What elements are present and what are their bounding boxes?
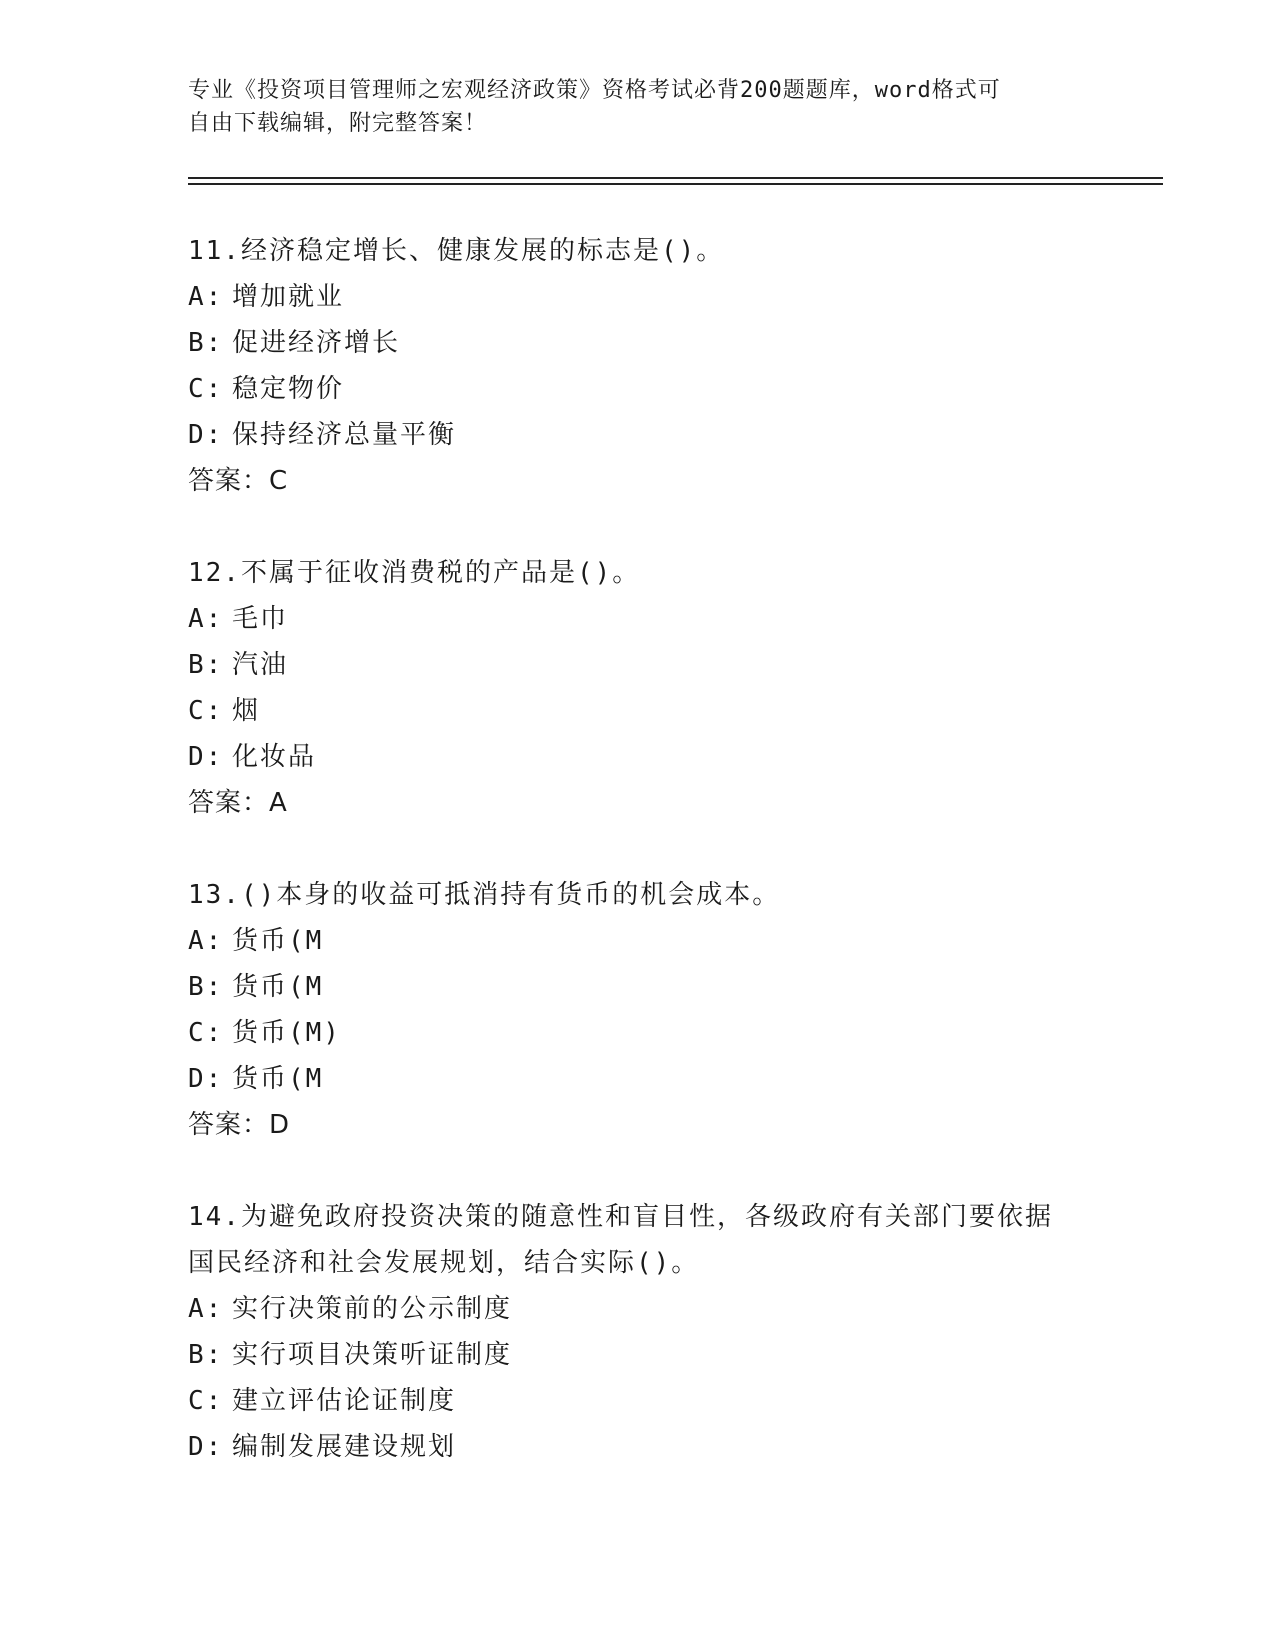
option-letter: C:: [188, 1386, 224, 1416]
option-d: [188, 1056, 1088, 1102]
option-letter: B:: [188, 650, 224, 680]
question-stem: 12.不属于征收消费税的产品是()。: [188, 558, 641, 588]
option-letter: A:: [188, 604, 224, 634]
option-text: 烟: [232, 696, 261, 726]
question-11: [188, 228, 1088, 504]
option-text: 化妆品: [232, 742, 317, 772]
option-b: [188, 642, 1088, 688]
option-letter: B:: [188, 1340, 224, 1370]
option-a: [188, 596, 1088, 642]
option-c: [188, 1378, 1088, 1424]
option-text: 货币(M): [232, 1018, 341, 1048]
option-text: 货币(M: [232, 972, 324, 1002]
header-divider-top: [188, 177, 1163, 179]
option-text: 编制发展建设规划: [232, 1432, 457, 1462]
question-stem-line-1: 14.为避免政府投资决策的随意性和盲目性，各级政府有关部门要依据: [188, 1202, 1053, 1232]
document-header: [188, 74, 1068, 140]
option-text: 实行决策前的公示制度: [232, 1294, 513, 1324]
question-stem: 13.()本身的收益可抵消持有货币的机会成本。: [188, 880, 781, 910]
option-d: [188, 1424, 1088, 1470]
option-text: 汽油: [232, 650, 289, 680]
option-b: [188, 1332, 1088, 1378]
option-text: 稳定物价: [232, 374, 345, 404]
header-line-2: 自由下载编辑，附完整答案！: [188, 111, 488, 136]
option-text: 货币(M: [232, 1064, 324, 1094]
question-14: [188, 1194, 1088, 1470]
option-a: [188, 1286, 1088, 1332]
option-letter: A:: [188, 282, 224, 312]
option-letter: B:: [188, 972, 224, 1002]
option-text: 货币(M: [232, 926, 324, 956]
option-text: 实行项目决策听证制度: [232, 1340, 513, 1370]
option-letter: B:: [188, 328, 224, 358]
option-text: 促进经济增长: [232, 328, 401, 358]
option-letter: A:: [188, 1294, 224, 1324]
option-letter: C:: [188, 374, 224, 404]
option-letter: C:: [188, 696, 224, 726]
question-stem-line-2: 国民经济和社会发展规划，结合实际()。: [188, 1248, 700, 1278]
option-b: [188, 320, 1088, 366]
option-text: 增加就业: [232, 282, 345, 312]
option-d: [188, 734, 1088, 780]
option-letter: D:: [188, 1064, 224, 1094]
option-d: [188, 412, 1088, 458]
option-c: [188, 366, 1088, 412]
option-text: 毛巾: [232, 604, 289, 634]
question-13: [188, 872, 1088, 1148]
option-c: [188, 688, 1088, 734]
option-letter: D:: [188, 1432, 224, 1462]
question-stem: 11.经济稳定增长、健康发展的标志是()。: [188, 236, 725, 266]
answer-line: 答案：A: [188, 788, 288, 818]
option-text: 保持经济总量平衡: [232, 420, 457, 450]
answer-line: 答案：C: [188, 466, 289, 496]
option-letter: A:: [188, 926, 224, 956]
option-letter: D:: [188, 742, 224, 772]
question-12: [188, 550, 1088, 826]
option-a: [188, 918, 1088, 964]
option-a: [188, 274, 1088, 320]
header-line-1: 专业《投资项目管理师之宏观经济政策》资格考试必背200题题库，word格式可: [188, 78, 1001, 103]
option-c: [188, 1010, 1088, 1056]
option-letter: C:: [188, 1018, 224, 1048]
option-letter: D:: [188, 420, 224, 450]
header-divider-bottom: [188, 183, 1163, 185]
option-b: [188, 964, 1088, 1010]
option-text: 建立评估论证制度: [232, 1386, 457, 1416]
answer-line: 答案：D: [188, 1110, 291, 1140]
